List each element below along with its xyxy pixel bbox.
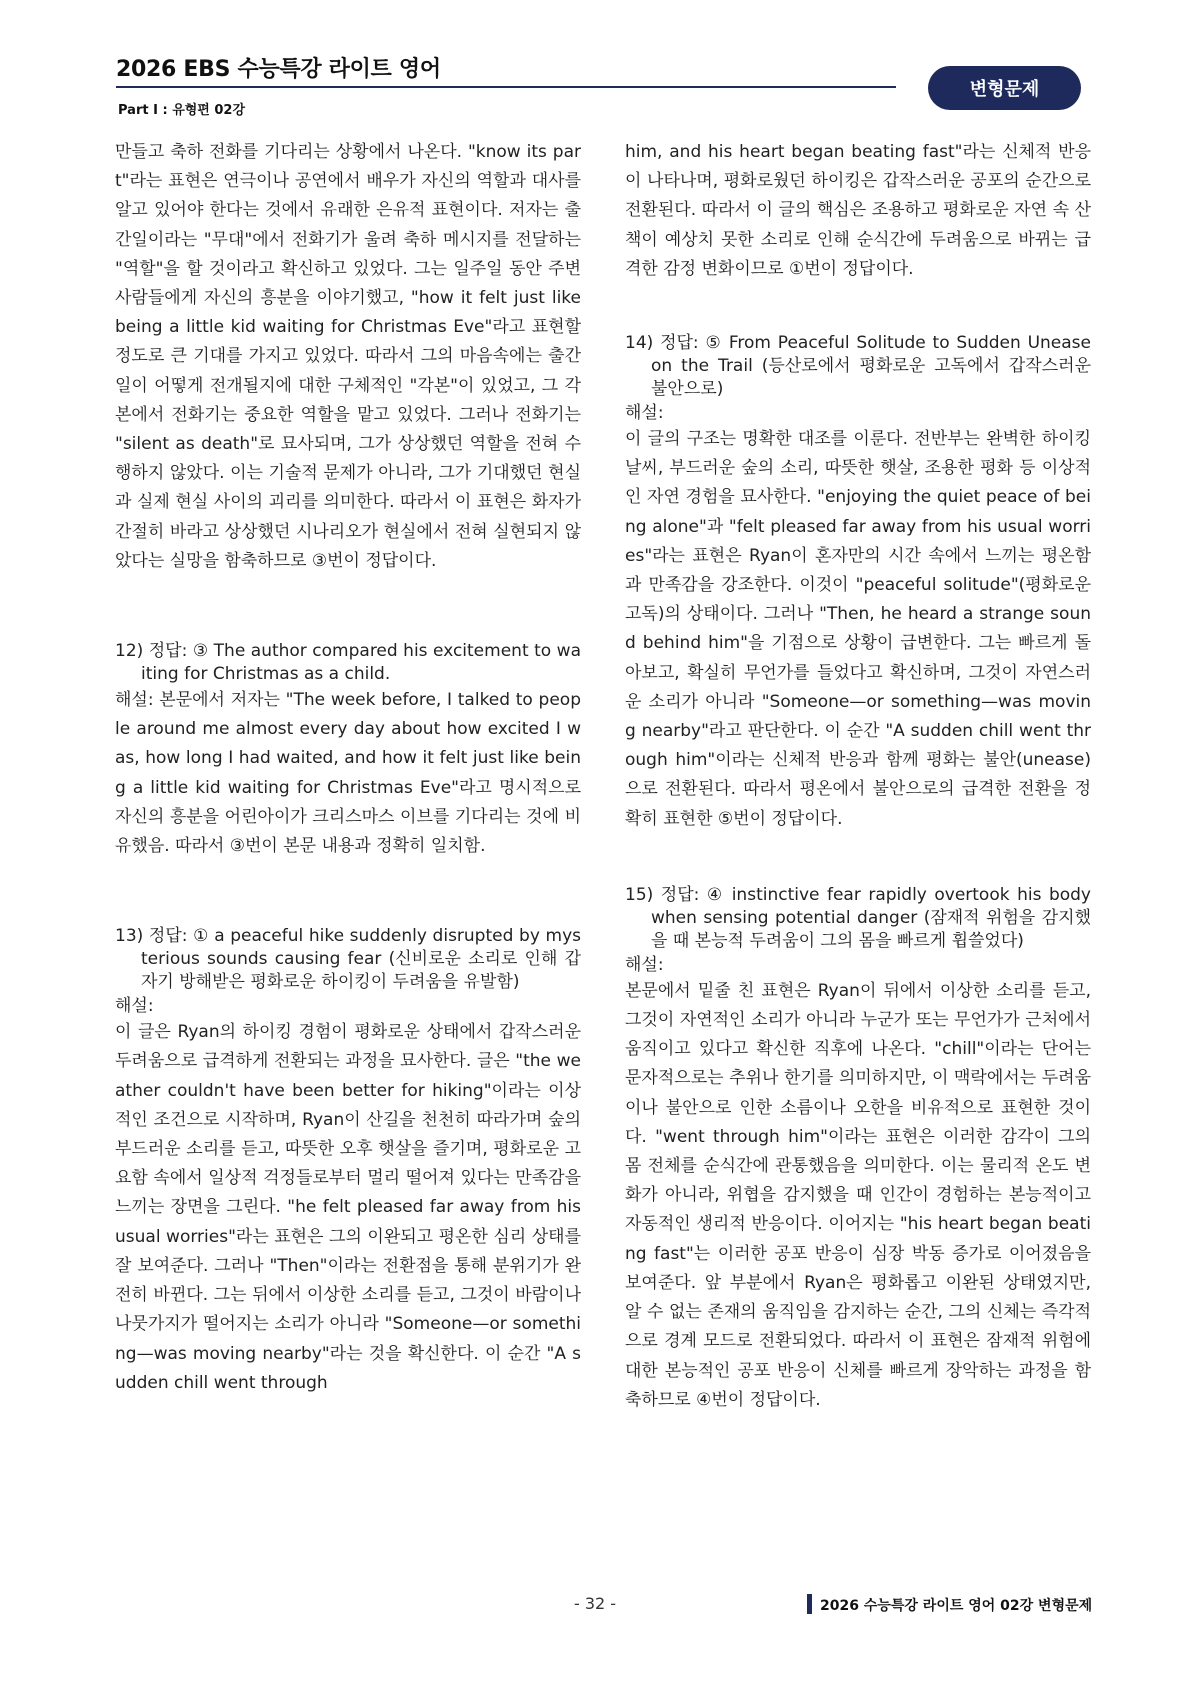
q14-explanation-label: 해설:	[625, 403, 664, 424]
category-badge: 변형문제	[928, 66, 1081, 110]
spacer	[115, 861, 581, 925]
header-divider	[116, 86, 896, 88]
spacer	[625, 834, 1091, 884]
q14-answer: 14) 정답: ⑤ From Peaceful Solitude to Sudden Unease on the Trail (등산로에서 평화로운 고독에서 갑작스러운 불안으로)	[625, 333, 1091, 400]
footer-accent-bar	[807, 1594, 812, 1614]
q15-explanation-label: 해설:	[625, 954, 664, 975]
left-column	[115, 138, 581, 1398]
q15-explanation: 본문에서 밑줄 친 표현은 Ryan이 뒤에서 이상한 소리를 듣고, 그것이 자연적인 소리가 아니라 누군가 또는 무언가가 근처에서 움직이고 있다고 확신한 직후에 나온다. "chill"이라는 단어는 문자적으로는 추위나 한기를 의미하지만, 이 맥락에서는 두려움이나 불안으로 인한 소름이나 오한을 비유적으로 표현한 것이다. "went through him"이라는 표현은 이러한 감각이 그의 몸 전체를 순식간에 관통했음을 의미한다. 이는 물리적 온도 변화가 아니라, 위협을 감지했을 때 인간이 경험하는 본능적이고 자동적인 생리적 반응이다. 이어지는 "his heart began beating fast"는 이러한 공포 반응이 심장 박동 증가로 이어졌음을 보여준다. 앞 부분에서 Ryan은 평화롭고 이완된 상태였지만, 알 수 없는 존재의 움직임을 감지하는 순간, 그의 신체는 즉각적으로 경계 모드로 전환되었다. 따라서 이 표현은 잠재적 위험에 대한 본능적인 공포 반응이 신체를 빠르게 장악하는 과정을 함축하므로 ④번이 정답이다.	[625, 980, 1091, 1410]
q12-explanation: 해설: 본문에서 저자는 "The week before, I talked to people around me almost every day about how excited I was, how long I had waited, and how it felt just like being a little kid waiting for Christmas Eve"라고 명시적으로 자신의 흥분을 어린아이가 크리스마스 이브를 기다리는 것에 비유했음. 따라서 ③번이 본문 내용과 정확히 일치함.	[115, 690, 581, 857]
q13-explanation-continued: him, and his heart began beating fast"라는 신체적 반응이 나타나며, 평화로웠던 하이킹은 갑작스러운 공포의 순간으로 전환된다. 따라서 이 글의 핵심은 조용하고 평화로운 자연 속 산책이 예상치 못한 소리로 인해 순식간에 두려움으로 바뀌는 급격한 감정 변화이므로 ①번이 정답이다.	[625, 142, 1091, 279]
q13-answer: 13) 정답: ① a peaceful hike suddenly disrupted by mysterious sounds causing fear (신비로운 소리로 인해 갑자기 방해받은 평화로운 하이킹이 두려움을 유발함)	[115, 926, 581, 993]
question-12	[115, 640, 581, 861]
question-14	[625, 332, 1091, 834]
question-13	[115, 925, 581, 1398]
question-15	[625, 884, 1091, 1415]
header-subtitle: Part Ⅰ : 유형편 02강	[118, 103, 246, 118]
page-number: - 32 -	[573, 1594, 617, 1613]
footer-label: 2026 수능특강 라이트 영어 02강 변형문제	[820, 1598, 1093, 1614]
q14-explanation: 이 글의 구조는 명확한 대조를 이룬다. 전반부는 완벽한 하이킹 날씨, 부드러운 숲의 소리, 따뜻한 햇살, 조용한 평화 등 이상적인 자연 경험을 묘사한다. "enjoying the quiet peace of being alone"과 "felt pleased far away from his usual worries"라는 표현은 Ryan이 혼자만의 시간 속에서 느끼는 평온함과 만족감을 강조한다. 이것이 "peaceful solitude"(평화로운 고독)의 상태이다. 그러나 "Then, he heard a strange sound behind him"을 기점으로 상황이 급변한다. 그는 빠르게 돌아보고, 확실히 무언가를 들었다고 확신하며, 그것이 자연스러운 소리가 아니라 "Someone—or something—was moving nearby"라고 판단한다. 이 순간 "A sudden chill went through him"이라는 신체적 반응과 함께 평화는 불안(unease)으로 전환된다. 따라서 평온에서 불안으로의 급격한 전환을 정확히 표현한 ⑤번이 정답이다.	[625, 429, 1091, 829]
right-column	[625, 138, 1091, 1415]
page-header-title: 2026 EBS 수능특강 라이트 영어	[116, 57, 441, 82]
q13-explanation-label: 해설:	[115, 996, 154, 1017]
intro-paragraph: 만들고 축하 전화를 기다리는 상황에서 나온다. "know its part"라는 표현은 연극이나 공연에서 배우가 자신의 역할과 대사를 알고 있어야 한다는 것에서 유래한 은유적 표현이다. 저자는 출간일이라는 "무대"에서 전화기가 울려 축하 메시지를 전달하는 "역할"을 할 것이라고 확신하고 있었다. 그는 일주일 동안 주변 사람들에게 자신의 흥분을 이야기했고, "how it felt just like being a little kid waiting for Christmas Eve"라고 표현할 정도로 큰 기대를 가지고 있었다. 따라서 그의 마음속에는 출간일이 어떻게 전개될지에 대한 구체적인 "각본"이 있었고, 그 각본에서 전화기는 중요한 역할을 맡고 있었다. 그러나 전화기는 "silent as death"로 묘사되며, 그가 상상했던 역할을 전혀 수행하지 않았다. 이는 기술적 문제가 아니라, 그가 기대했던 현실과 실제 현실 사이의 괴리를 의미한다. 따라서 이 표현은 화자가 간절히 바라고 상상했던 시나리오가 현실에서 전혀 실현되지 않았다는 실망을 함축하므로 ③번이 정답이다.	[115, 142, 581, 571]
q13-explanation: 이 글은 Ryan의 하이킹 경험이 평화로운 상태에서 갑작스러운 두려움으로 급격하게 전환되는 과정을 묘사한다. 글은 "the weather couldn't have been better for hiking"이라는 이상적인 조건으로 시작하며, Ryan이 산길을 천천히 따라가며 숲의 부드러운 소리를 듣고, 따뜻한 오후 햇살을 즐기며, 평화로운 고요함 속에서 일상적 걱정들로부터 멀리 떨어져 있다는 만족감을 느끼는 장면을 그린다. "he felt pleased far away from his usual worries"라는 표현은 그의 이완되고 평온한 심리 상태를 잘 보여준다. 그러나 "Then"이라는 전환점을 통해 분위기가 완전히 바뀐다. 그는 뒤에서 이상한 소리를 듣고, 그것이 바람이나 나뭇가지가 떨어지는 소리가 아니라 "Someone—or something—was moving nearby"라는 것을 확신한다. 이 순간 "A sudden chill went through	[115, 1022, 581, 1393]
q15-answer: 15) 정답: ④ instinctive fear rapidly overtook his body when sensing potential danger (잠재적 위험을 감지했을 때 본능적 두려움이 그의 몸을 빠르게 휩쓸었다)	[625, 884, 1091, 951]
spacer	[625, 284, 1091, 332]
spacer	[115, 576, 581, 640]
q12-answer: 12) 정답: ③ The author compared his excitement to waiting for Christmas as a child.	[115, 641, 581, 685]
